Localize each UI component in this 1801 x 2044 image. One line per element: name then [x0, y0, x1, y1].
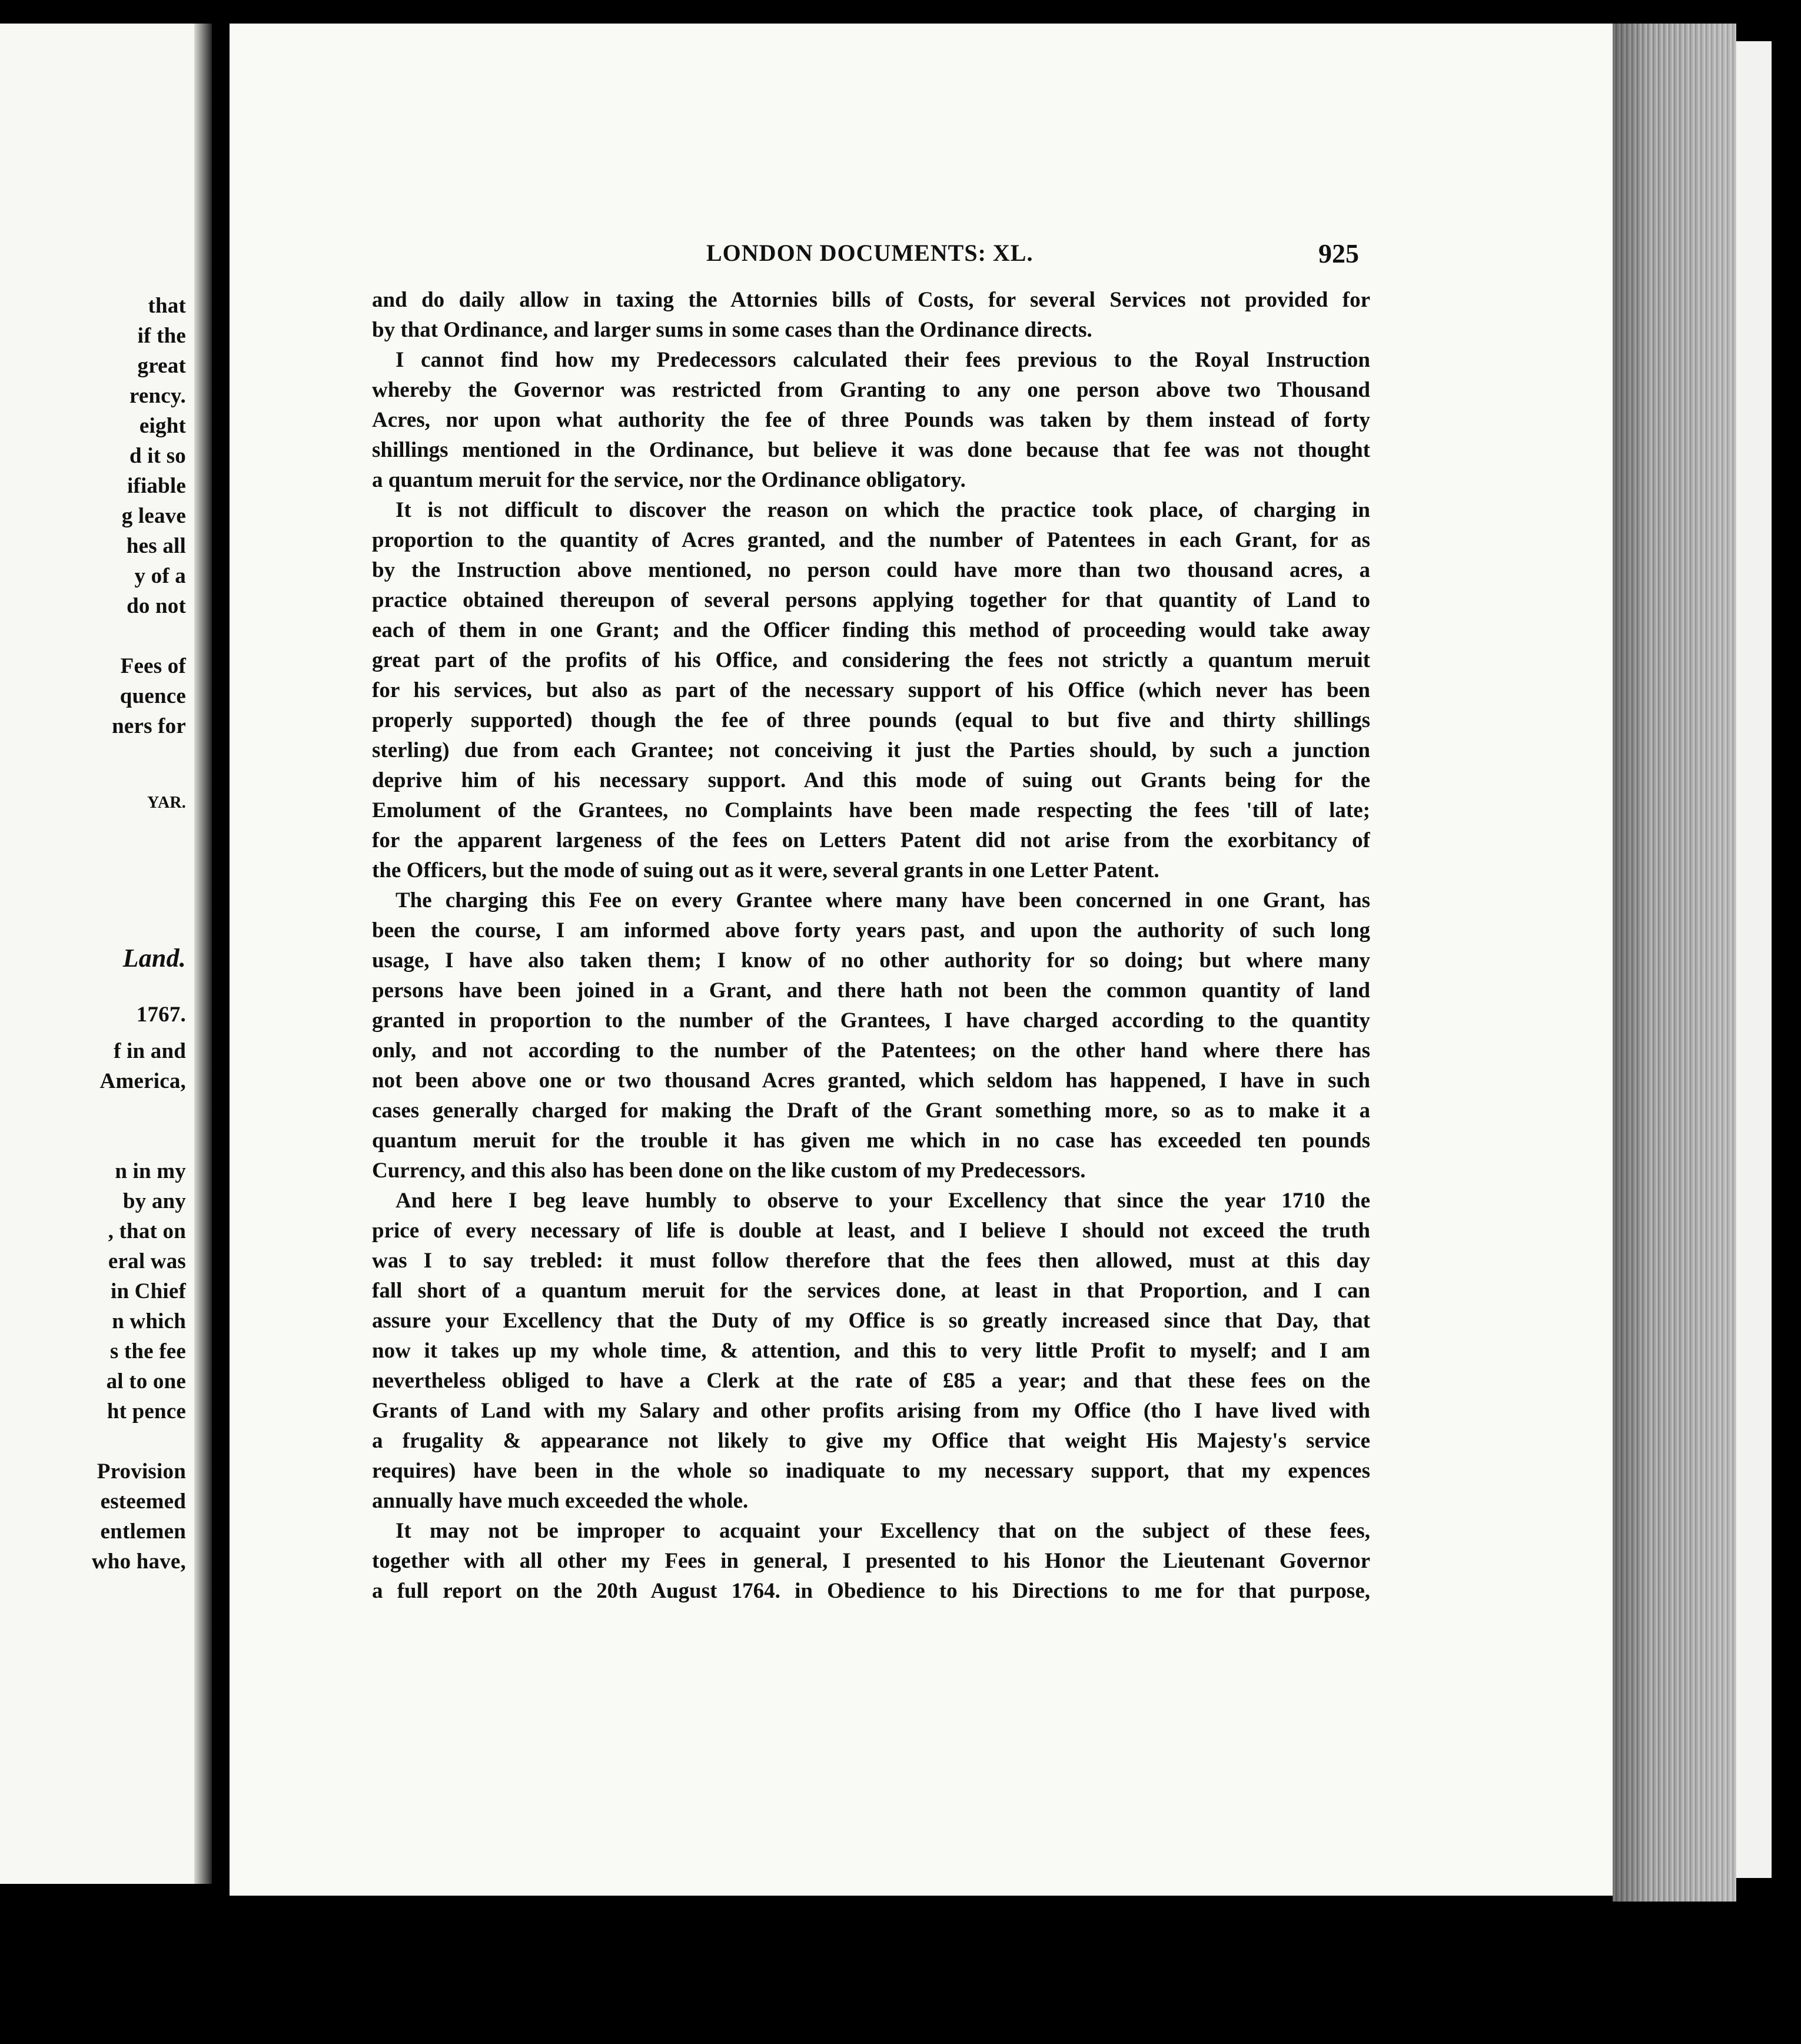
page-number: 925 — [1318, 238, 1359, 268]
text-line: quantum meruit for the trouble it has given me which in no case has exceeded ten pounds — [372, 1129, 1370, 1153]
left-line: ners for — [112, 714, 186, 738]
left-line: if the — [137, 324, 186, 348]
scan-margin — [1736, 41, 1772, 1878]
left-line: America, — [99, 1069, 186, 1093]
left-line: f in and — [114, 1039, 186, 1063]
text-line: Currency, and this also has been done on the like custom of my Predecessors. — [372, 1159, 1086, 1183]
left-line: who have, — [91, 1549, 186, 1574]
text-line: each of them in one Grant; and the Officer finding this method of proceeding would take away — [372, 618, 1370, 642]
left-facing-page — [0, 24, 212, 1884]
text-line: nevertheless obliged to have a Clerk at the rate of £85 a year; and that these fees on the — [372, 1369, 1370, 1393]
text-line: great part of the profits of his Office, and considering the fees not strictly a quantum meruit — [372, 648, 1370, 672]
left-line: al to one — [106, 1369, 186, 1393]
text-line: annually have much exceeded the whole. — [372, 1489, 749, 1513]
left-line: s the fee — [109, 1339, 186, 1363]
text-line: fall short of a quantum meruit for the services done, at least in that Proportion, and I can — [372, 1279, 1370, 1303]
text-line: a quantum meruit for the service, nor the Ordinance obligatory. — [372, 468, 966, 492]
left-line: entlemen — [100, 1519, 186, 1544]
text-line: deprive him of his necessary support. And this mode of suing out Grants being for the — [372, 768, 1370, 792]
left-line: ht pence — [107, 1399, 186, 1424]
left-line: eight — [139, 414, 186, 438]
text-line: granted in proportion to the number of the Grantees, I have charged according to the quantity — [372, 1008, 1370, 1033]
text-line: been the course, I am informed above forty years past, and upon the authority of such long — [372, 918, 1370, 943]
left-line: d it so — [129, 444, 186, 468]
text-line: together with all other my Fees in general, I presented to his Honor the Lieutenant Governor — [372, 1549, 1370, 1573]
text-line: the Officers, but the mode of suing out as it were, several grants in one Letter Patent. — [372, 858, 1159, 882]
text-line: and do daily allow in taxing the Attornies bills of Costs, for several Services not provided for — [372, 288, 1370, 312]
text-line: now it takes up my whole time, & attention, and this to very little Profit to myself; and I am — [372, 1339, 1370, 1363]
text-line: The charging this Fee on every Grantee where many have been concerned in one Grant, has — [396, 888, 1370, 912]
left-line: , that on — [108, 1219, 186, 1243]
text-line: was I to say trebled: it must follow therefore that the fees then allowed, must at this day — [372, 1249, 1370, 1273]
text-line: proportion to the quantity of Acres granted, and the number of Patentees in each Grant, for as — [372, 528, 1370, 552]
text-line: And here I beg leave humbly to observe to your Excellency that since the year 1710 the — [396, 1189, 1370, 1213]
left-line: quence — [119, 684, 186, 708]
text-line: Emolument of the Grantees, no Complaints have been made respecting the fees 'till of late; — [372, 798, 1370, 822]
text-line: practice obtained thereupon of several persons applying together for that quantity of Land to — [372, 588, 1370, 612]
left-line: g leave — [121, 504, 186, 528]
book-gutter — [194, 24, 212, 1884]
left-line: great — [137, 354, 186, 378]
left-line: that — [148, 294, 186, 318]
text-line: It may not be improper to acquaint your Excellency that on the subject of these fees, — [396, 1519, 1370, 1543]
left-line: ifiable — [127, 474, 186, 498]
left-line: by any — [122, 1189, 186, 1213]
left-line: do not — [127, 594, 186, 618]
left-line: in Chief — [110, 1279, 186, 1303]
text-line: a full report on the 20th August 1764. in Obedience to his Directions to me for that purpose, — [372, 1579, 1370, 1603]
left-line: hes all — [126, 534, 186, 558]
text-line: Grants of Land with my Salary and other profits arising from my Office (tho I have lived with — [372, 1399, 1370, 1423]
left-line: n in my — [115, 1159, 186, 1183]
text-line: I cannot find how my Predecessors calculated their fees previous to the Royal Instruction — [396, 348, 1370, 372]
page-edges — [1613, 24, 1736, 1902]
text-line: whereby the Governor was restricted from Granting to any one person above two Thousand — [372, 378, 1370, 402]
left-line: Fees of — [120, 654, 186, 678]
text-line: not been above one or two thousand Acres granted, which seldom has happened, I have in such — [372, 1069, 1370, 1093]
text-line: only, and not according to the number of the Patentees; on the other hand where there has — [372, 1038, 1370, 1063]
text-line: properly supported) though the fee of three pounds (equal to but five and thirty shillings — [372, 708, 1370, 732]
text-line: price of every necessary of life is double at least, and I believe I should not exceed the truth — [372, 1219, 1370, 1243]
left-line: n which — [112, 1309, 186, 1333]
left-line: rency. — [129, 384, 186, 408]
text-line: requires) have been in the whole so inadiquate to my necessary support, that my expences — [372, 1459, 1370, 1483]
text-line: for the apparent largeness of the fees on Letters Patent did not arise from the exorbitancy of — [372, 828, 1370, 852]
text-line: It is not difficult to discover the reason on which the practice took place, of charging in — [396, 498, 1370, 522]
left-line: Land. — [122, 944, 186, 973]
text-line: by the Instruction above mentioned, no person could have more than two thousand acres, a — [372, 558, 1370, 582]
text-line: shillings mentioned in the Ordinance, but believe it was done because that fee was not thought — [372, 438, 1370, 462]
text-line: sterling) due from each Grantee; not conceiving it just the Parties should, by such a junction — [372, 738, 1370, 762]
text-line: persons have been joined in a Grant, and there hath not been the common quantity of land — [372, 978, 1370, 1003]
text-line: Acres, nor upon what authority the fee of three Pounds was taken by them instead of forty — [372, 408, 1370, 432]
text-line: by that Ordinance, and larger sums in some cases than the Ordinance directs. — [372, 318, 1092, 342]
left-line: YAR. — [147, 794, 186, 812]
text-line: a frugality & appearance not likely to give my Office that weight His Majesty's service — [372, 1429, 1370, 1453]
left-line: esteemed — [100, 1489, 186, 1514]
left-line: y of a — [134, 564, 186, 588]
left-line: eral was — [108, 1249, 186, 1273]
running-header: LONDON DOCUMENTS: XL. — [706, 240, 1034, 266]
text-line: for his services, but also as part of the necessary support of his Office (which never has been — [372, 678, 1370, 702]
text-line: assure your Excellency that the Duty of my Office is so greatly increased since that Day, that — [372, 1309, 1370, 1333]
text-line: cases generally charged for making the Draft of the Grant something more, so as to make it a — [372, 1099, 1370, 1123]
text-line: usage, I have also taken them; I know of no other authority for so doing; but where many — [372, 948, 1370, 973]
left-line: Provision — [97, 1459, 186, 1484]
left-line: 1767. — [136, 1003, 186, 1027]
